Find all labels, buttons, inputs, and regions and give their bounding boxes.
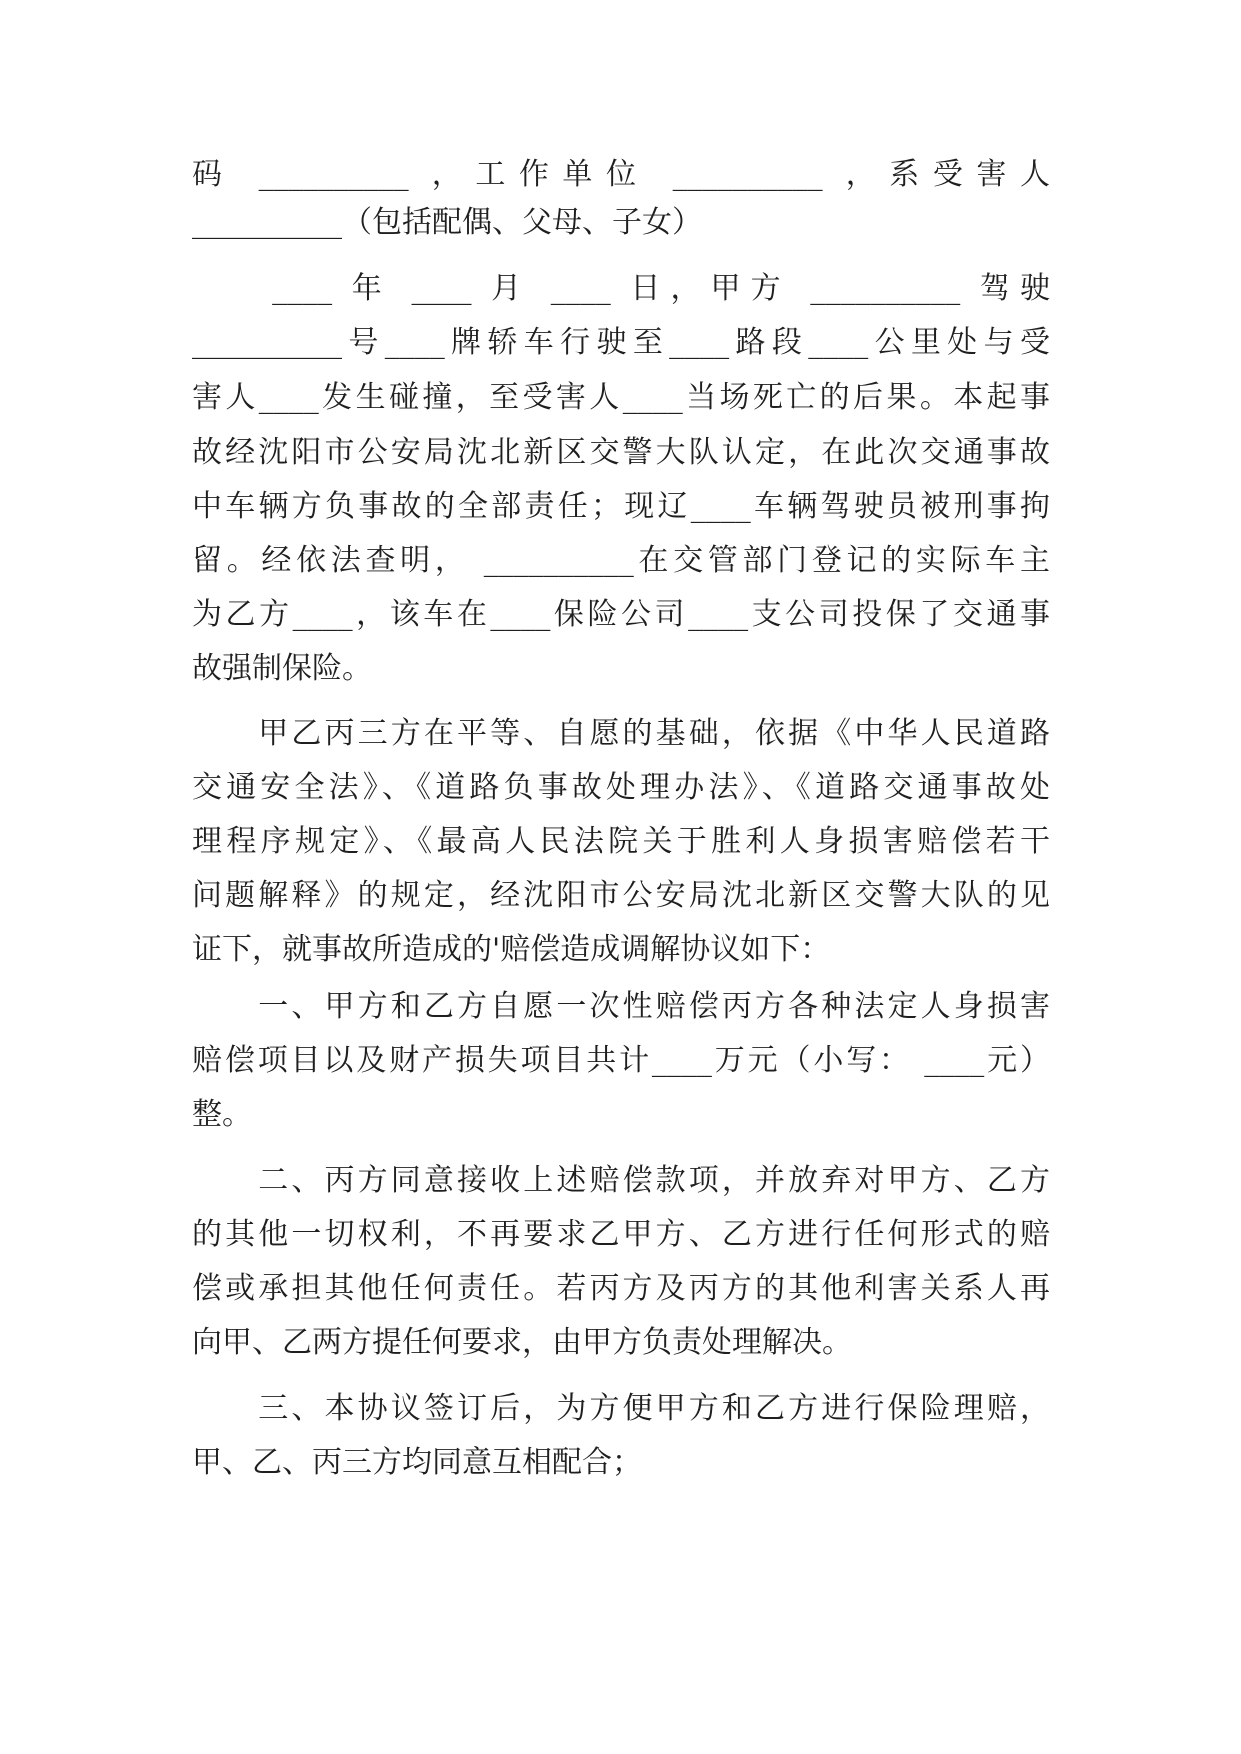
text-line: 害人____发生碰撞，至受害人____当场死亡的后果。本起事 [192,380,1050,415]
text-line: __________号____牌轿车行驶至____路段____公里处与受 [192,325,1050,360]
text-line: 中车辆方负事故的全部责任；现辽____车辆驾驶员被刑事拘 [192,489,1050,524]
text-line: 故经沈阳市公安局沈北新区交警大队认定，在此次交通事故 [192,435,1050,470]
text-line: 向甲、乙两方提任何要求，由甲方负责处理解决。 [192,1325,852,1360]
text-line: 赔偿项目以及财产损失项目共计____万元（小写： ____元） [192,1043,1050,1078]
text-line: __________（包括配偶、父母、子女） [192,205,702,240]
text-line: 甲乙丙三方在平等、自愿的基础，依据《中华人民道路 [192,716,1050,751]
text-line: 甲、乙、丙三方均同意互相配合； [192,1445,642,1480]
text-line: 的其他一切权利，不再要求乙甲方、乙方进行任何形式的赔 [192,1217,1050,1252]
text-line: 证下，就事故所造成的'赔偿造成调解协议如下： [192,932,831,967]
text-line: 故强制保险。 [192,651,372,686]
text-line: 二、丙方同意接收上述赔偿款项，并放弃对甲方、乙方 [192,1163,1050,1198]
text-line: 问题解释》的规定，经沈阳市公安局沈北新区交警大队的见 [192,878,1050,913]
text-line: 留。经依法查明， __________在交管部门登记的实际车主 [192,543,1050,578]
text-line: 交通安全法》、《道路负事故处理办法》、《道路交通事故处 [192,770,1050,805]
text-line: 理程序规定》、《最高人民法院关于胜利人身损害赔偿若干 [192,824,1050,859]
text-line: ____ 年 ____ 月 ____ 日，甲方 __________ 驾驶 [192,271,1050,306]
text-line: 偿或承担其他任何责任。若丙方及丙方的其他利害关系人再 [192,1271,1050,1306]
text-line: 整。 [192,1097,252,1132]
text-line: 码 __________ ，工作单位 __________ ，系受害人 [192,157,1050,192]
text-line: 一、甲方和乙方自愿一次性赔偿丙方各种法定人身损害 [192,989,1050,1024]
text-line: 三、本协议签订后，为方便甲方和乙方进行保险理赔， [192,1391,1050,1426]
text-line: 为乙方____，该车在____保险公司____支公司投保了交通事 [192,597,1050,632]
